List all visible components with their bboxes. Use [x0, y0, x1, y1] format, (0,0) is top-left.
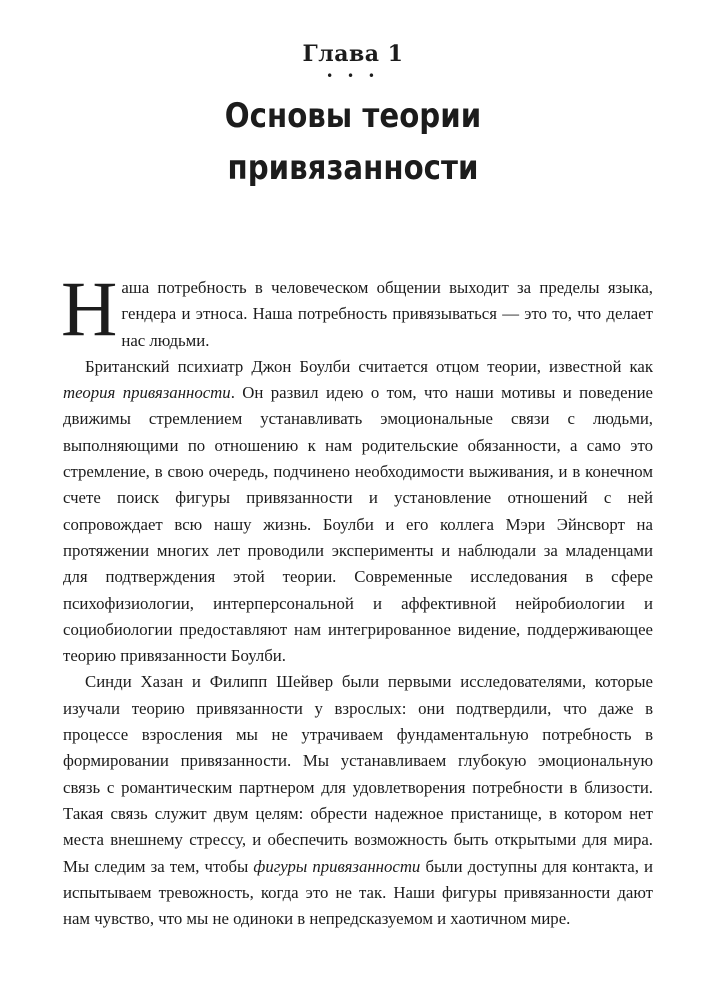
paragraph-1-text: аша потребность в человеческом общении выходит за пределы языка, гендера и этноса. Наша потребность привязываться — это то, что делает нас людьми. — [121, 278, 653, 350]
chapter-title — [49, 90, 656, 194]
paragraph-2-text-b: . Он развил идею о том, что наши мотивы и поведение движимы стремлением устанавливать эмоциональные связи с людьми, выполняющими по отношению к нам родительские обязанности, а само это стремление, в свою очередь, подчинено необходимости выживания, и в конечном счете поиск фигуры привязанности и установление отношений с ней сопровождает всю нашу жизнь. Боулби и его коллега Мэри Эйнсворт на протяжении многих лет проводили эксперименты и наблюдали за младенцами для подтверждения этой теории. Современные исследования в сфере психофизиологии, интерперсональной и аффективной нейробиологии и социобиологии предоставляют нам интегрированное видение, поддерживающее теорию привязанности Боулби. — [63, 383, 653, 666]
paragraph-3-term: фигуры привязанности — [253, 856, 421, 876]
paragraph-3 — [63, 669, 653, 932]
chapter-title-line-2: привязанности — [227, 148, 479, 188]
paragraph-2-term: теория привязанности — [63, 383, 231, 403]
drop-cap: Н — [61, 265, 118, 352]
ornament-dots: • • • — [326, 69, 380, 83]
chapter-title-line-1: Основы теории — [224, 96, 482, 136]
paragraph-2 — [63, 354, 653, 670]
chapter-label: Глава 1 — [302, 41, 404, 67]
paragraph-3-text-a: Синди Хазан и Филипп Шейвер были первыми исследователями, которые изучали теорию привязанности у взрослых: они подтвердили, что даже в процессе взросления мы не утрачиваем фундаментальную потребность в формировании привязанности. Мы устанавливаем глубокую эмоциональную связь с романтическим партнером для удовлетворения потребности в близости. Такая связь служит двум целям: обрести надежное пристанище, в котором нет места внешнему стрессу, и обеспечить возможность быть открытыми для мира. Мы следим за тем, чтобы — [63, 672, 653, 876]
paragraph-2-text-a: Британский психиатр Джон Боулби считается отцом теории, известной как — [85, 356, 653, 376]
chapter-body — [61, 265, 653, 932]
paragraph-1 — [61, 265, 653, 354]
paragraph-3-text-b: были доступны для контакта, и испытываем тревожность, когда это не так. Наши фигуры привязанности дают нам чувство, что мы не одиноки в непредсказуемом и хаотичном мире. — [63, 856, 653, 929]
